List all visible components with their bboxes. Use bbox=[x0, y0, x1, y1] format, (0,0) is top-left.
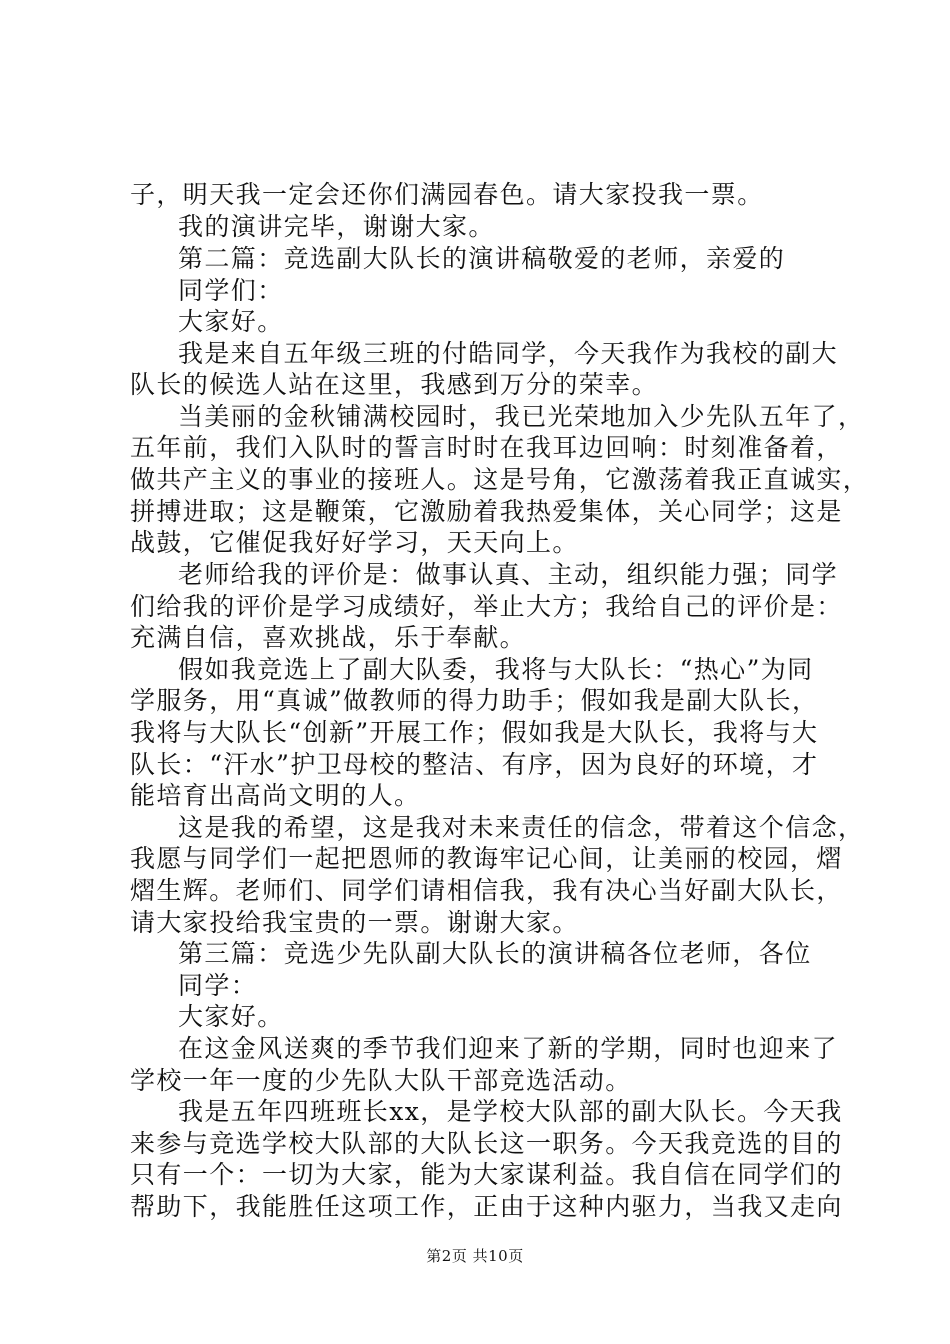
page-number-footer: 第2页 共10页 bbox=[426, 1247, 524, 1265]
text-line: 我愿与同学们一起把恩师的教诲牢记心间，让美丽的校园，熠 bbox=[130, 844, 843, 873]
text-line: 们给我的评价是学习成绩好，举止大方；我给自己的评价是： bbox=[130, 592, 843, 621]
text-line: 学服务，用“真诚”做教师的得力助手；假如我是副大队长， bbox=[130, 686, 819, 715]
text-line: 当美丽的金秋铺满校园时，我已光荣地加入少先队五年了， bbox=[178, 402, 865, 431]
text-line: 充满自信，喜欢挑战，乐于奉献。 bbox=[130, 623, 527, 652]
text-line: 做共产主义的事业的接班人。这是号角，它激荡着我正直诚实， bbox=[130, 465, 870, 494]
text-line: 我的演讲完毕，谢谢大家。 bbox=[178, 212, 495, 241]
text-line: 我是来自五年级三班的付皓同学，今天我作为我校的副大 bbox=[178, 339, 839, 368]
text-line: 老师给我的评价是：做事认真、主动，组织能力强；同学 bbox=[178, 560, 839, 589]
text-line: 只有一个：一切为大家，能为大家谋利益。我自信在同学们的 bbox=[130, 1160, 843, 1189]
text-line: 来参与竞选学校大队部的大队长这一职务。今天我竞选的目的 bbox=[130, 1129, 843, 1158]
text-line: 大家好。 bbox=[178, 307, 284, 336]
text-line: 请大家投给我宝贵的一票。谢谢大家。 bbox=[130, 908, 579, 937]
text-line: 队长的候选人站在这里，我感到万分的荣幸。 bbox=[130, 370, 659, 399]
text-line: 战鼓，它催促我好好学习，天天向上。 bbox=[130, 528, 579, 557]
section-heading: 第三篇：竞选少先队副大队长的演讲稿各位老师，各位 bbox=[178, 939, 812, 968]
text-line: 假如我竞选上了副大队委，我将与大队长：“热心”为同 bbox=[178, 655, 814, 684]
text-line: 这是我的希望，这是我对未来责任的信念，带着这个信念， bbox=[178, 813, 865, 842]
text-line: 队长：“汗水”护卫母校的整洁、有序，因为良好的环境，才 bbox=[130, 750, 819, 779]
text-line: 同学们： bbox=[178, 276, 284, 305]
text-line: 熠生辉。老师们、同学们请相信我，我有决心当好副大队长， bbox=[130, 876, 843, 905]
text-line: 拼搏进取；这是鞭策，它激励着我热爱集体，关心同学；这是 bbox=[130, 497, 843, 526]
text-line: 能培育出高尚文明的人。 bbox=[130, 781, 421, 810]
text-line: 学校一年一度的少先队大队干部竞选活动。 bbox=[130, 1066, 632, 1095]
section-heading: 第二篇：竞选副大队长的演讲稿敬爱的老师，亲爱的 bbox=[178, 244, 786, 273]
text-line: 子，明天我一定会还你们满园春色。请大家投我一票。 bbox=[130, 180, 764, 209]
text-line: 我是五年四班班长xx，是学校大队部的副大队长。今天我 bbox=[178, 1097, 843, 1126]
text-line: 大家好。 bbox=[178, 1002, 284, 1031]
text-line: 在这金风送爽的季节我们迎来了新的学期，同时也迎来了 bbox=[178, 1034, 839, 1063]
text-line: 我将与大队长“创新”开展工作；假如我是大队长，我将与大 bbox=[130, 718, 819, 747]
text-line: 五年前，我们入队时的誓言时时在我耳边回响：时刻准备着， bbox=[130, 433, 843, 462]
text-line: 帮助下，我能胜任这项工作，正由于这种内驱力，当我又走向 bbox=[130, 1192, 843, 1221]
text-line: 同学： bbox=[178, 971, 258, 1000]
